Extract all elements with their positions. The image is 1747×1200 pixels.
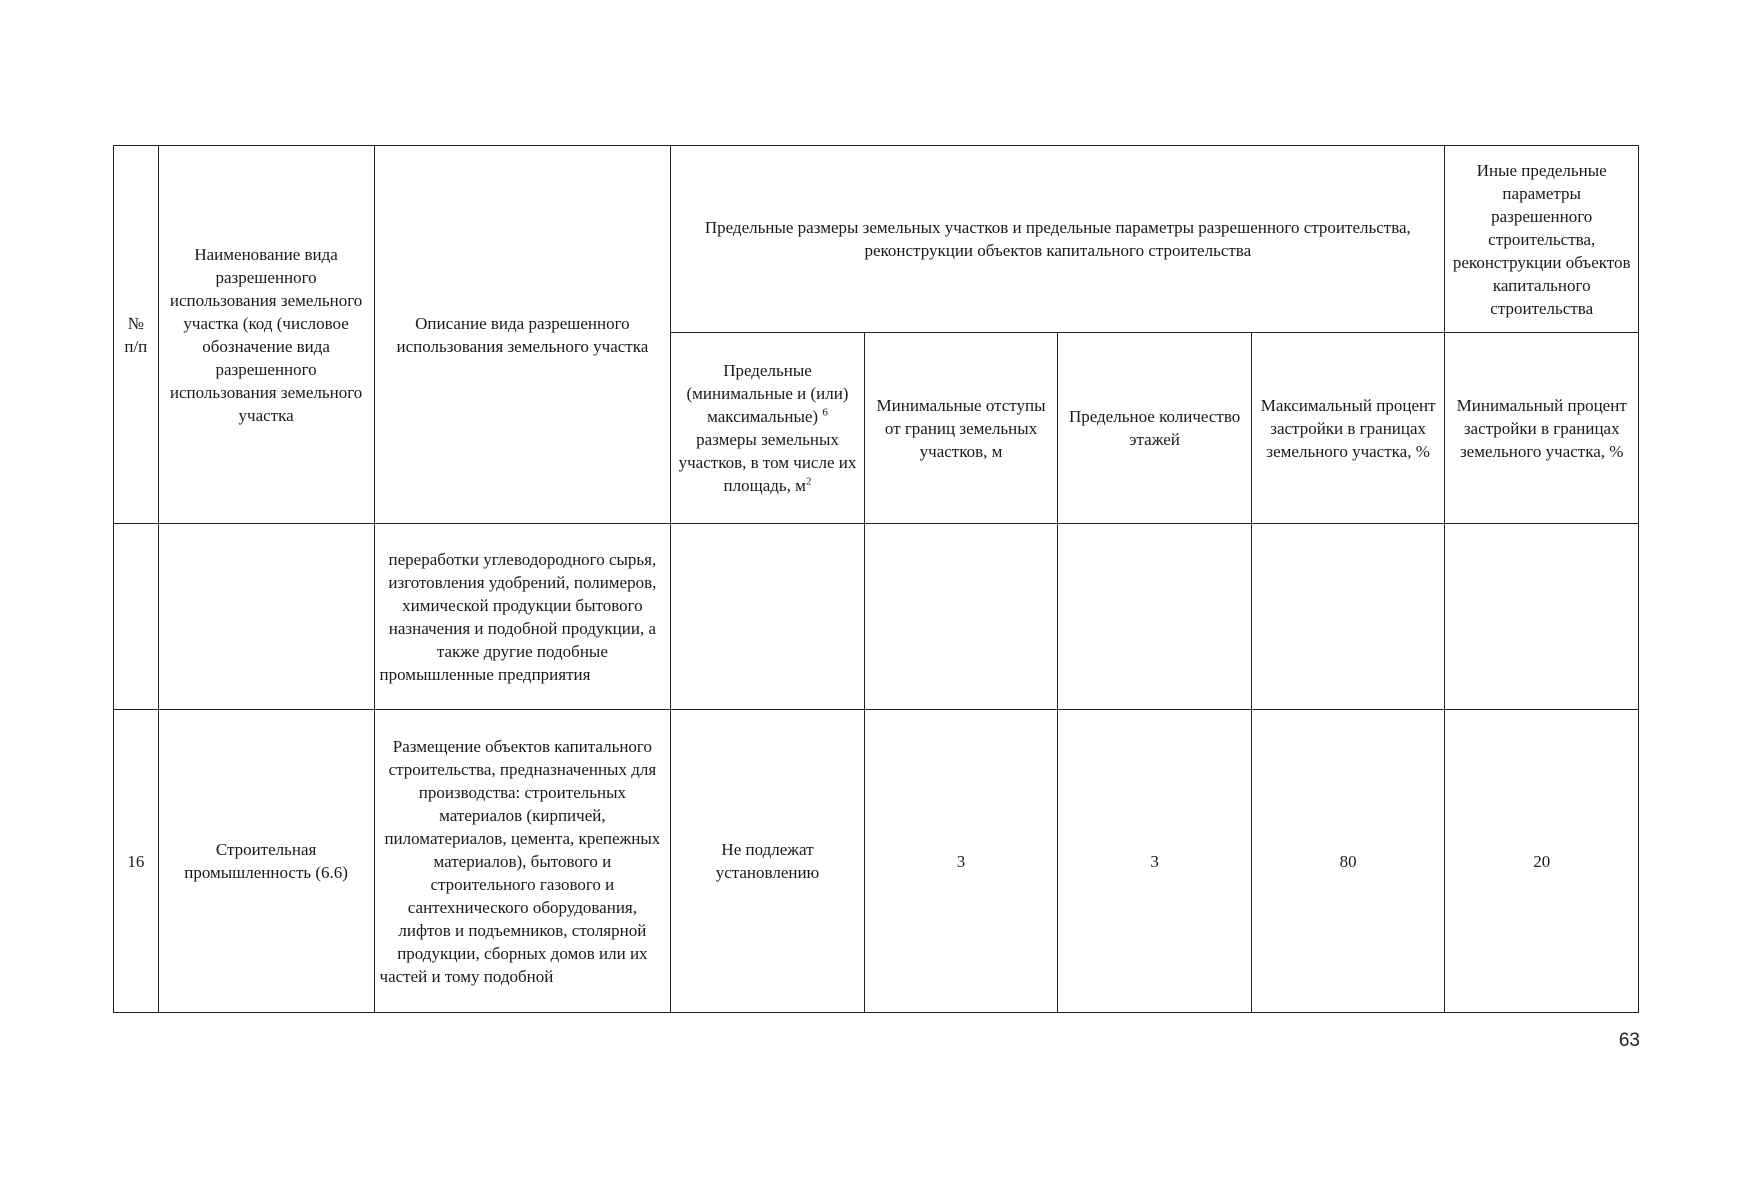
- header-max-coverage: Максимальный процент застройки в границах земельного участка, %: [1251, 333, 1445, 524]
- header-plot-size: [671, 333, 865, 524]
- footnote-marker: 6: [822, 406, 828, 419]
- cell-max-coverage: [1251, 524, 1445, 710]
- table-row: [114, 524, 1639, 710]
- cell-floor-limit: [1058, 524, 1252, 710]
- cell-min-coverage: [1445, 524, 1639, 710]
- header-use-description: Описание вида разрешенного использования земельного участка: [374, 146, 671, 524]
- header-floor-limit: Предельное количество этажей: [1058, 333, 1252, 524]
- header-use-name: Наименование вида разрешенного использования земельного участка (код (числовое обозначение вида разрешенного использования земельного участка: [158, 146, 374, 524]
- cell-max-coverage: 80: [1251, 710, 1445, 1013]
- cell-num: 16: [114, 710, 159, 1013]
- cell-use-name: Строительная промышленность (6.6): [158, 710, 374, 1013]
- cell-plot-size: [671, 524, 865, 710]
- header-plot-size-prefix: Предельные (минимальные и (или) максимальные): [686, 361, 849, 426]
- cell-min-offsets: [864, 524, 1058, 710]
- cell-floor-limit: 3: [1058, 710, 1252, 1013]
- header-limit-parameters: Предельные размеры земельных участков и предельные параметры разрешенного строительства, реконструкции объектов капитального строительства: [671, 146, 1445, 333]
- table-row: [114, 710, 1639, 1013]
- header-min-coverage: Минимальный процент застройки в границах земельного участка, %: [1445, 333, 1639, 524]
- header-min-offsets: Минимальные отступы от границ земельных участков, м: [864, 333, 1058, 524]
- cell-min-offsets: 3: [864, 710, 1058, 1013]
- header-plot-size-main: размеры земельных участков, в том числе их площадь, м: [678, 430, 857, 495]
- header-num: № п/п: [114, 146, 159, 524]
- zoning-parameters-table: [113, 145, 1639, 1013]
- cell-num: [114, 524, 159, 710]
- cell-use-description: Размещение объектов капитального строительства, предназначенных для производства: строительных материалов (кирпичей, пиломатериалов, цемента, крепежных материалов), бытового и строительного газового и сантехнического оборудования, лифтов и подъемников, столярной продукции, сборных домов или их частей и тому подобной: [374, 710, 671, 1013]
- cell-plot-size: Не подлежат установлению: [671, 710, 865, 1013]
- header-other-parameters: Иные предельные параметры разрешенного строительства, реконструкции объектов капитального строительства: [1445, 146, 1639, 333]
- header-row-top: [114, 146, 1639, 333]
- cell-min-coverage: 20: [1445, 710, 1639, 1013]
- cell-use-description: переработки углеводородного сырья, изготовления удобрений, полимеров, химической продукции бытового назначения и подобной продукции, а также другие подобные промышленные предприятия: [374, 524, 671, 710]
- page-number: 63: [1618, 1030, 1640, 1051]
- unit-superscript: 2: [805, 475, 812, 488]
- cell-use-name: [158, 524, 374, 710]
